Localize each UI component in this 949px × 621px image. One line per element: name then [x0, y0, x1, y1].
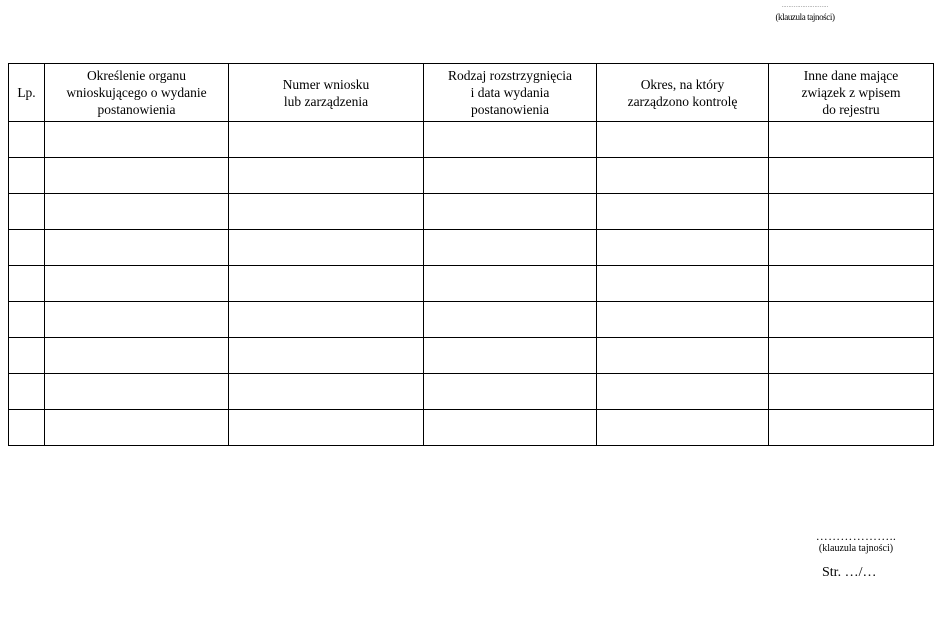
table-row	[9, 122, 934, 158]
table-cell[interactable]	[45, 122, 229, 158]
table-cell[interactable]	[9, 122, 45, 158]
table-cell[interactable]	[424, 410, 597, 446]
table-cell[interactable]	[424, 194, 597, 230]
table-row	[9, 410, 934, 446]
table-cell[interactable]	[597, 410, 769, 446]
table-cell[interactable]	[45, 374, 229, 410]
table-cell[interactable]	[597, 266, 769, 302]
table-cell[interactable]	[769, 410, 934, 446]
table-row	[9, 230, 934, 266]
table-cell[interactable]	[769, 302, 934, 338]
table-cell[interactable]	[9, 158, 45, 194]
table-cell[interactable]	[769, 122, 934, 158]
table-cell[interactable]	[424, 338, 597, 374]
table-cell[interactable]	[229, 230, 424, 266]
page-number: Str. …/…	[822, 565, 877, 580]
table-cell[interactable]	[424, 158, 597, 194]
table-row	[9, 266, 934, 302]
table-cell[interactable]	[229, 338, 424, 374]
table-cell[interactable]	[597, 338, 769, 374]
table-cell[interactable]	[229, 410, 424, 446]
register-table	[8, 63, 934, 446]
table-cell[interactable]	[9, 230, 45, 266]
table-cell[interactable]	[769, 374, 934, 410]
header-request-number: Numer wniosku lub zarządzenia	[229, 64, 424, 122]
table-cell[interactable]	[424, 122, 597, 158]
table-cell[interactable]	[769, 230, 934, 266]
header-other-data: Inne dane mające związek z wpisem do rejestru	[769, 64, 934, 122]
table-cell[interactable]	[9, 410, 45, 446]
table-cell[interactable]	[597, 122, 769, 158]
header-control-period: Okres, na który zarządzono kontrolę	[597, 64, 769, 122]
table-cell[interactable]	[45, 194, 229, 230]
table-cell[interactable]	[424, 230, 597, 266]
table-row	[9, 158, 934, 194]
table-cell[interactable]	[229, 194, 424, 230]
table-cell[interactable]	[9, 374, 45, 410]
table-cell[interactable]	[229, 122, 424, 158]
table-cell[interactable]	[597, 374, 769, 410]
table-cell[interactable]	[229, 374, 424, 410]
header-decision-type-date: Rodzaj rozstrzygnięcia i data wydania postanowienia	[424, 64, 597, 122]
table-cell[interactable]	[769, 266, 934, 302]
table-cell[interactable]	[424, 374, 597, 410]
table-row	[9, 194, 934, 230]
table-cell[interactable]	[769, 158, 934, 194]
table-cell[interactable]	[9, 194, 45, 230]
table-cell[interactable]	[769, 338, 934, 374]
table-cell[interactable]	[45, 302, 229, 338]
top-classification-dots: ………………………	[781, 4, 829, 9]
table-cell[interactable]	[597, 194, 769, 230]
table-cell[interactable]	[45, 266, 229, 302]
header-lp: Lp.	[9, 64, 45, 122]
top-classification-label: (klauzula tajności)	[775, 12, 835, 22]
header-row	[9, 64, 934, 122]
table-cell[interactable]	[45, 410, 229, 446]
table-cell[interactable]	[229, 266, 424, 302]
table-cell[interactable]	[229, 158, 424, 194]
table-cell[interactable]	[424, 266, 597, 302]
table-cell[interactable]	[229, 302, 424, 338]
table-cell[interactable]	[597, 158, 769, 194]
table-cell[interactable]	[45, 230, 229, 266]
table-cell[interactable]	[45, 338, 229, 374]
table-row	[9, 302, 934, 338]
header-requesting-authority: Określenie organu wnioskującego o wydanie postanowienia	[45, 64, 229, 122]
table-cell[interactable]	[424, 302, 597, 338]
table-cell[interactable]	[769, 194, 934, 230]
table-cell[interactable]	[597, 302, 769, 338]
table-row	[9, 338, 934, 374]
table-row	[9, 374, 934, 410]
top-classification-mark	[762, 4, 848, 22]
bottom-classification-dots: ………………..	[815, 529, 897, 543]
bottom-classification-label: (klauzula tajności)	[818, 543, 894, 554]
table-cell[interactable]	[9, 266, 45, 302]
table-cell[interactable]	[9, 338, 45, 374]
table-cell[interactable]	[9, 302, 45, 338]
bottom-classification-mark	[806, 530, 906, 555]
table-cell[interactable]	[45, 158, 229, 194]
table-body	[9, 122, 934, 446]
table-cell[interactable]	[597, 230, 769, 266]
